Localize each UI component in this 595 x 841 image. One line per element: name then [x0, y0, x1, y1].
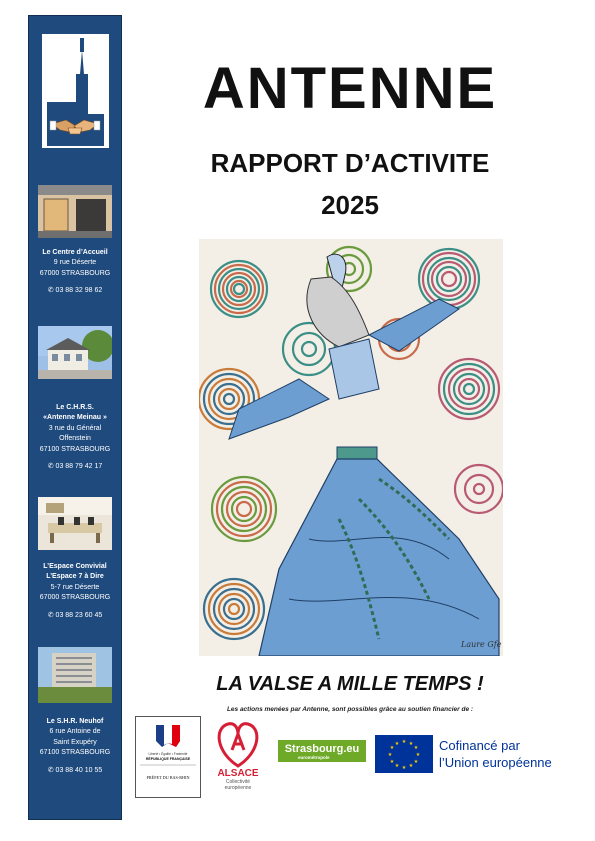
strasbourg-name: Strasbourg.eu — [284, 743, 360, 755]
prefet-name: PRÉFET DU BAS-RHIN — [146, 775, 190, 780]
antenne-logo — [42, 34, 109, 148]
site-shr-neuhof — [31, 717, 119, 776]
strasbourg-sub: eurométropole — [298, 755, 330, 760]
eu-line2: l’Union européenne — [439, 755, 552, 770]
svg-text:★: ★ — [408, 763, 414, 769]
alsace-sub1: Collectivité — [225, 779, 251, 785]
svg-text:★: ★ — [394, 741, 400, 747]
site-address: 9 rue Déserte — [53, 259, 97, 267]
alsace-logo — [206, 716, 270, 796]
site-city: 67100 STRASBOURG — [39, 749, 111, 757]
site-city: 67000 STRASBOURG — [39, 269, 111, 277]
svg-text:★: ★ — [394, 763, 400, 769]
site-chrs — [31, 403, 119, 472]
sidebar — [29, 16, 121, 819]
alsace-name: ALSACE — [217, 768, 259, 779]
report-title: ANTENNE — [202, 56, 498, 121]
photo-chrs-meinau — [38, 326, 112, 379]
site-phone: ✆ 03 88 23 60 45 — [47, 611, 103, 619]
report-subtitle: RAPPORT D’ACTIVITE — [210, 148, 490, 178]
eu-line1: Cofinancé par — [439, 738, 520, 753]
site-espace-convivial — [31, 562, 119, 621]
site-city: 67100 STRASBOURG — [39, 445, 111, 453]
svg-text:★: ★ — [415, 752, 421, 758]
svg-text:★: ★ — [413, 759, 419, 765]
eu-cofinance-logo — [375, 733, 570, 775]
svg-text:★: ★ — [401, 765, 407, 771]
site-name-2: L’Espace 7 à Dire — [46, 573, 104, 581]
site-address: 6 rue Antoine de — [49, 728, 101, 736]
svg-text:★: ★ — [387, 752, 393, 758]
site-address: 5-7 rue Déserte — [50, 583, 100, 591]
svg-text:★: ★ — [389, 745, 395, 751]
strasbourg-eu-logo — [278, 740, 366, 762]
prefet-motto: Liberté • Égalité • Fraternité — [148, 752, 188, 756]
site-name-2: «Antenne Meinau » — [43, 414, 107, 422]
site-name: Le S.H.R. Neuhof — [46, 718, 104, 725]
svg-text:★: ★ — [408, 741, 414, 747]
photo-shr-neuhof — [38, 647, 112, 703]
report-year: 2025 — [321, 190, 379, 220]
site-name: Le C.H.R.S. — [56, 404, 94, 411]
support-text: Les actions menées par Antenne, sont possibles grâce au soutien financier de : — [226, 706, 474, 713]
tagline: LA VALSE A MILLE TEMPS ! — [216, 673, 484, 695]
photo-centre-accueil — [38, 185, 112, 238]
svg-text:★: ★ — [389, 759, 395, 765]
prefet-republique: RÉPUBLIQUE FRANÇAISE — [145, 757, 191, 761]
site-phone: ✆ 03 88 79 42 17 — [47, 463, 103, 471]
site-centre-accueil — [31, 248, 119, 297]
svg-text:★: ★ — [413, 745, 419, 751]
site-name: L’Espace Convivial — [43, 563, 107, 570]
site-city: 67000 STRASBOURG — [39, 594, 111, 602]
site-name: Le Centre d’Accueil — [42, 249, 108, 256]
alsace-sub2: européenne — [224, 785, 252, 791]
site-address-2: Saint Exupéry — [53, 738, 97, 746]
cover-painting — [199, 239, 503, 656]
site-phone: ✆ 03 88 32 98 62 — [47, 287, 103, 295]
prefet-bas-rhin-logo — [135, 716, 201, 798]
site-address-2: Offenstein — [59, 435, 91, 443]
photo-espace-convivial — [38, 497, 112, 550]
site-address: 3 rue du Général — [48, 424, 102, 432]
site-phone: ✆ 03 88 40 10 55 — [47, 766, 103, 774]
painting-signature: Laure Gfe — [461, 640, 502, 649]
svg-text:★: ★ — [401, 739, 407, 745]
